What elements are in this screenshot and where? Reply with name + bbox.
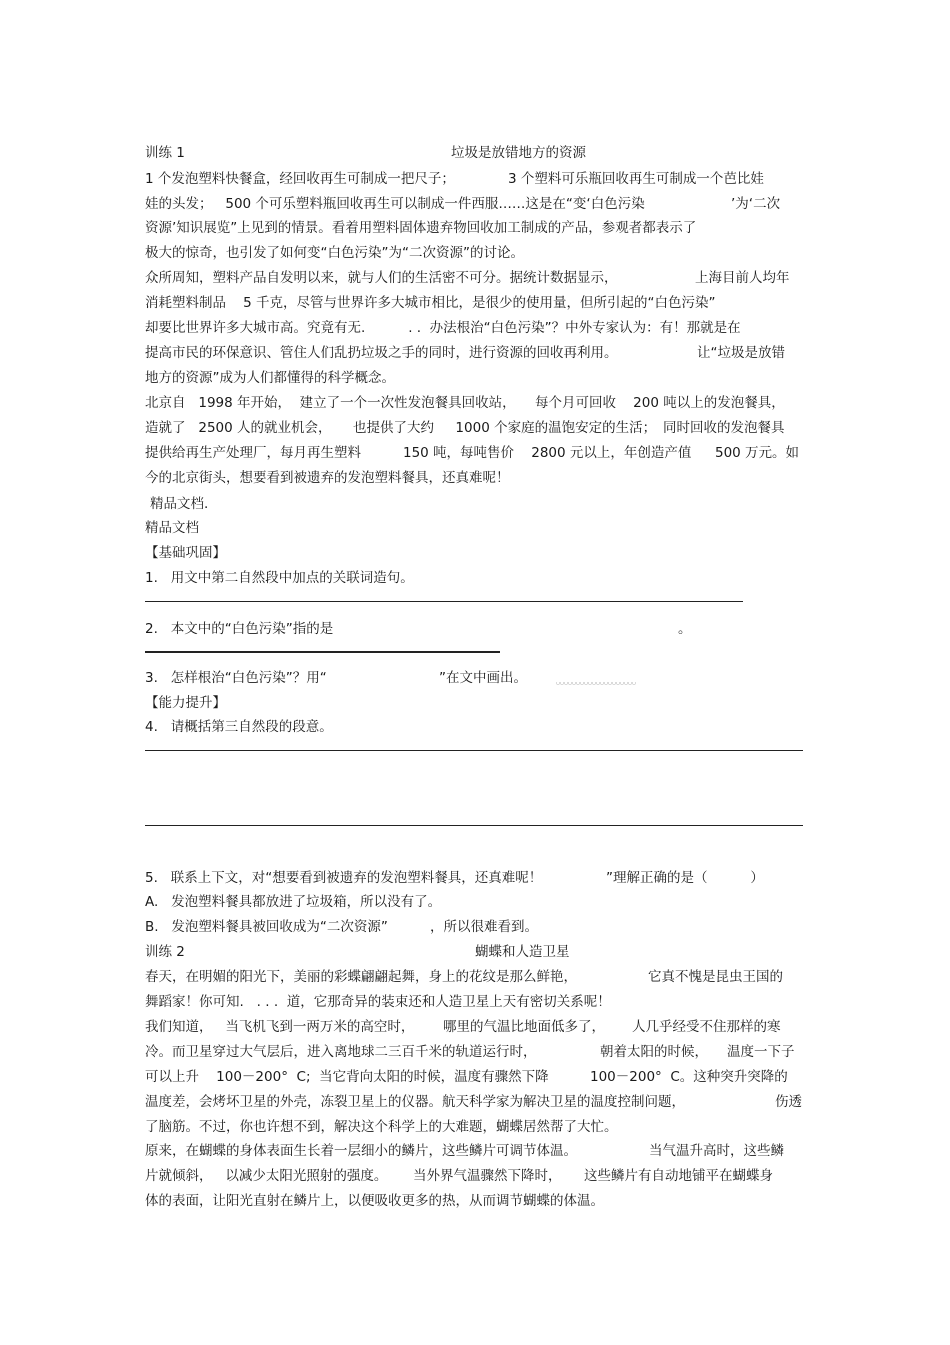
passage1-line: 提高市民的环保意识、管住人们乱扔垃圾之手的同时，进行资源的回收再利用。	[145, 345, 618, 361]
question-5-end: ”理解正确的是（ ）	[606, 870, 764, 886]
passage1-line: 北京自 1998 年开始， 建立了一个一次性发泡餐具回收站，	[145, 395, 516, 411]
option-b-end: ，所以很难看到。	[430, 919, 538, 935]
passage2-line: 这些鳞片有自动地铺平在蝴蝶身	[584, 1168, 773, 1184]
passage1-line: 3 个塑料可乐瓶回收再生可制成一个芭比娃	[508, 171, 764, 187]
passage2-line: 可以上升 100－200° C; 当它背向太阳的时候，温度有骤然下降	[145, 1069, 549, 1085]
passage2-line: 温度一下子	[727, 1044, 795, 1060]
question-1: 1. 用文中第二自然段中加点的关联词造句。	[145, 570, 414, 586]
passage1-line: 500 万元。如	[715, 445, 800, 461]
passage1-line: 1 个发泡塑料快餐盒，经回收再生可制成一把尺子；	[145, 171, 455, 187]
answer-line[interactable]	[145, 825, 803, 826]
passage1-line: 地方的资源”成为人们都懂得的科学概念。	[145, 370, 395, 386]
passage1-line: 每个月可回收 200 吨以上的发泡餐具，	[535, 395, 785, 411]
passage2-line: 伤透	[775, 1094, 802, 1110]
passage2-line: 当外界气温骤然下降时，	[413, 1168, 562, 1184]
option-a: A. 发泡塑料餐具都放进了垃圾箱，所以没有了。	[145, 894, 442, 910]
question-4: 4. 请概括第三自然段的段意。	[145, 719, 333, 735]
question-5: 5. 联系上下文，对“想要看到被遗弃的发泡塑料餐具，还真难呢！	[145, 870, 543, 886]
passage1-line: ’为‘二次	[731, 196, 781, 212]
passage1-line: 众所周知，塑料产品自发明以来，就与人们的生活密不可分。据统计数据显示，	[145, 270, 618, 286]
passage2-line: 100－200° C。这种突升突降的	[590, 1069, 788, 1085]
training2-title: 蝴蝶和人造卫星	[475, 944, 570, 960]
passage1-line: 上海目前人均年	[695, 270, 790, 286]
question-3-end: ”在文中画出。	[439, 670, 527, 686]
passage1-line: 提供给再生产处理厂，每月再生塑料	[145, 445, 361, 461]
passage2-line: 它真不愧是昆虫王国的	[648, 969, 783, 985]
passage1-line: 娃的头发； 500 个可乐塑料瓶回收再生可以制成一件西服……这是在“变‘白色污染	[145, 196, 645, 212]
passage2-line: 了脑筋。不过，你也许想不到，解决这个科学上的大难题，蝴蝶居然帮了大忙。	[145, 1119, 618, 1135]
passage1-line: 极大的惊奇，也引发了如何变“白色污染”为“二次资源”的讨论。	[145, 245, 524, 261]
passage1-line: 150 吨，每吨售价 2800 元以上，年创造产值	[403, 445, 692, 461]
training1-label: 训练 1	[145, 145, 185, 161]
passage2-line: 朝着太阳的时候，	[600, 1044, 708, 1060]
passage2-line: 人几乎经受不住那样的寒	[632, 1019, 781, 1035]
passage2-line: 当气温升高时，这些鳞	[649, 1143, 784, 1159]
passage1-line: 今的北京街头，想要看到被遗弃的发泡塑料餐具，还真难呢！	[145, 470, 510, 486]
passage1-line: 让“垃圾是放错	[697, 345, 785, 361]
answer-line[interactable]	[145, 601, 743, 602]
answer-line[interactable]	[145, 750, 803, 751]
watermark-text: 精品文档	[145, 520, 199, 536]
watermark-text: 精品文档.	[150, 496, 209, 512]
passage1-line: 造就了 2500 人的就业机会， 也提供了大约 1000 个家庭的温饱安定的生活；	[145, 420, 657, 436]
option-b: B. 发泡塑料餐具被回收成为“二次资源”	[145, 919, 388, 935]
training2-label: 训练 2	[145, 944, 185, 960]
training1-title: 垃圾是放错地方的资源	[451, 145, 586, 161]
passage2-line: 温度差，会烤坏卫星的外壳，冻裂卫星上的仪器。航天科学家为解决卫星的温度控制问题，	[145, 1094, 685, 1110]
passage2-line: 我们知道， 当飞机飞到一两万米的高空时，	[145, 1019, 415, 1035]
passage2-line: 哪里的气温比地面低多了，	[443, 1019, 605, 1035]
passage1-line: 资源’知识展览”上见到的情景。看着用塑料固体遗弃物回收加工制成的产品，参观者都表示了	[145, 220, 697, 236]
question-2: 2. 本文中的“白色污染”指的是	[145, 621, 334, 637]
passage2-line: 冷。而卫星穿过大气层后，进入离地球二三百千米的轨道运行时，	[145, 1044, 537, 1060]
section-heading-ability: 【能力提升】	[145, 695, 226, 711]
passage2-line: 片就倾斜， 以减少太阳光照射的强度。	[145, 1168, 388, 1184]
passage1-line: 消耗塑料制品 5 千克，尽管与世界许多大城市相比，是很少的使用量，但所引起的“白色污染”	[145, 295, 716, 311]
section-heading-basics: 【基础巩固】	[145, 545, 226, 561]
passage2-line: 舞蹈家！你可知. . . . 道，它那奇异的装束还和人造卫星上天有密切关系呢！	[145, 994, 611, 1010]
passage2-line: 原来，在蝴蝶的身体表面生长着一层细小的鳞片，这些鳞片可调节体温。	[145, 1143, 577, 1159]
passage1-line: 却要比世界许多大城市高。究竟有无. . . 办法根治“白色污染”？中外专家认为：有！那就是在	[145, 320, 741, 336]
question-3: 3. 怎样根治“白色污染”？用“	[145, 670, 327, 686]
question-2-end: 。	[678, 621, 692, 637]
passage2-line: 春天，在明媚的阳光下，美丽的彩蝶翩翩起舞，身上的花纹是那么鲜艳，	[145, 969, 577, 985]
passage2-line: 体的表面，让阳光直射在鳞片上，以便吸收更多的热，从而调节蝴蝶的体温。	[145, 1193, 604, 1209]
answer-line[interactable]	[145, 651, 500, 653]
passage1-line: 同时回收的发泡餐具	[663, 420, 785, 436]
wavy-underline-mark	[556, 682, 636, 686]
